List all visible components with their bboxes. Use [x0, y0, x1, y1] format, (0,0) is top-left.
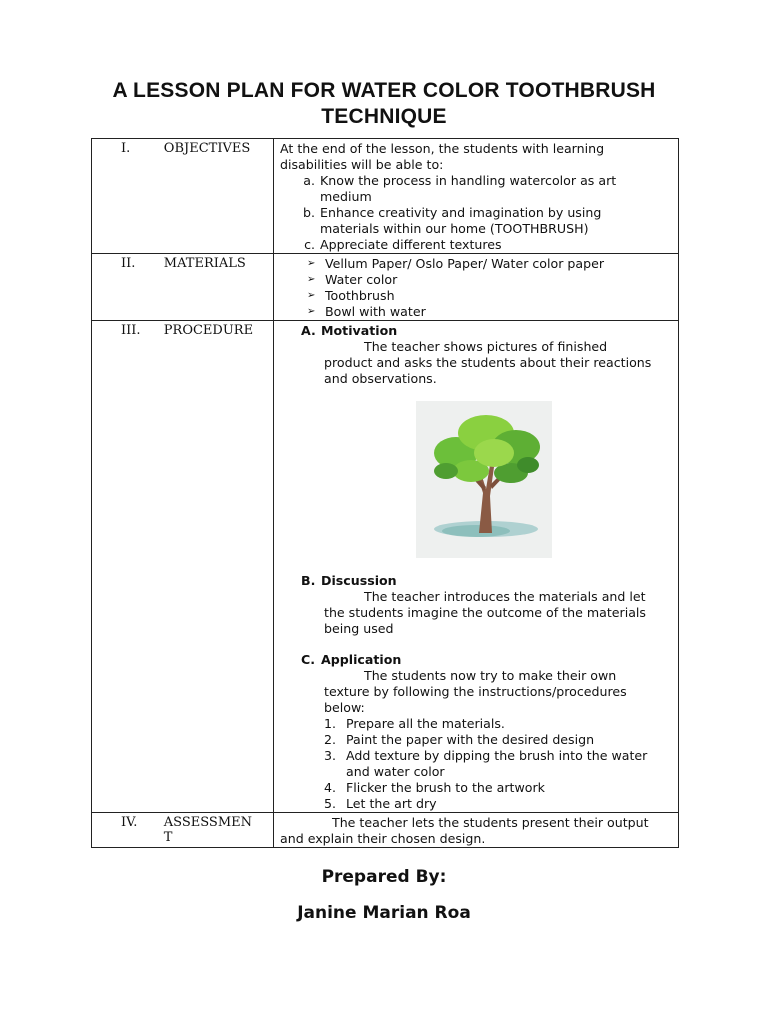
list-marker: 5.	[324, 796, 337, 811]
list-text: Appreciate different textures	[320, 237, 502, 252]
list-text: Bowl with water	[325, 304, 426, 319]
section-heading: Application	[321, 652, 402, 667]
list-text: Know the process in handling watercolor as art	[320, 173, 617, 188]
section-marker: B.	[301, 573, 316, 588]
list-marker: 3.	[324, 748, 337, 763]
table-row-materials	[92, 254, 679, 321]
row-number: IV.	[121, 815, 138, 830]
list-item	[324, 732, 674, 748]
paragraph-line: The students now try to make their own	[364, 668, 617, 683]
list-item	[324, 796, 674, 812]
arrow-bullet-icon: ➢	[307, 258, 316, 269]
row-label: OBJECTIVES	[163, 141, 251, 156]
list-text: Flicker the brush to the artwork	[346, 780, 545, 795]
list-item	[280, 272, 674, 288]
table-row-procedure	[92, 321, 679, 813]
list-text: Paint the paper with the desired design	[346, 732, 595, 747]
list-item	[324, 716, 674, 732]
section-heading: Motivation	[321, 323, 398, 338]
list-item	[280, 304, 674, 320]
list-text: Toothbrush	[325, 288, 395, 303]
row-label: ASSESSMEN	[163, 815, 253, 830]
list-item	[280, 205, 674, 237]
list-marker: 2.	[324, 732, 337, 747]
objectives-intro-line-1: At the end of the lesson, the students with learning	[280, 141, 605, 156]
list-item	[280, 173, 674, 205]
lesson-plan-table	[91, 138, 679, 848]
row-number: II.	[121, 256, 136, 271]
list-marker: c.	[304, 237, 315, 252]
paragraph-line: product and asks the students about their reactions	[324, 355, 652, 370]
section-discussion	[280, 573, 674, 589]
watercolor-tree-image	[416, 401, 552, 558]
list-item	[324, 748, 674, 780]
list-marker: 1.	[324, 716, 337, 731]
list-marker: b.	[303, 205, 315, 220]
section-marker: C.	[301, 652, 316, 667]
row-label: MATERIALS	[163, 256, 246, 271]
row-number: I.	[121, 141, 131, 156]
paragraph-line: the students imagine the outcome of the materials	[324, 605, 646, 620]
list-item	[280, 256, 674, 272]
list-item	[280, 288, 674, 304]
table-row-objectives	[92, 139, 679, 254]
paragraph-line: texture by following the instructions/procedures	[324, 684, 627, 699]
paragraph-line: and explain their chosen design.	[280, 831, 486, 846]
section-heading: Discussion	[321, 573, 397, 588]
row-label: T	[163, 830, 173, 845]
paragraph-line: The teacher shows pictures of finished	[364, 339, 608, 354]
document-title	[0, 78, 768, 130]
list-text: Add texture by dipping the brush into the water	[346, 748, 648, 763]
arrow-bullet-icon: ➢	[307, 306, 316, 317]
section-application	[280, 652, 674, 668]
paragraph-line: below:	[324, 700, 365, 715]
list-text: Let the art dry	[346, 796, 437, 811]
paragraph-line: being used	[324, 621, 394, 636]
list-text: Prepare all the materials.	[346, 716, 505, 731]
author-name: Janine Marian Roa	[297, 903, 471, 923]
list-text: Water color	[325, 272, 398, 287]
list-marker: 4.	[324, 780, 337, 795]
row-label: PROCEDURE	[163, 323, 254, 338]
section-marker: A.	[301, 323, 316, 338]
arrow-bullet-icon: ➢	[307, 274, 316, 285]
section-motivation	[280, 323, 674, 339]
paragraph-line: The teacher lets the students present their output	[332, 815, 649, 830]
table-row-assessment	[92, 813, 679, 848]
paragraph-line: The teacher introduces the materials and let	[364, 589, 646, 604]
arrow-bullet-icon: ➢	[307, 290, 316, 301]
prepared-by-label: Prepared By:	[321, 867, 447, 887]
list-marker: a.	[303, 173, 315, 188]
row-number: III.	[121, 323, 141, 338]
title-line-1: A LESSON PLAN FOR WATER COLOR TOOTHBRUSH	[112, 79, 656, 102]
list-item	[280, 237, 674, 253]
list-item	[324, 780, 674, 796]
title-line-2: TECHNIQUE	[321, 105, 447, 128]
list-text: Enhance creativity and imagination by using	[320, 205, 602, 220]
list-text: and water color	[346, 764, 445, 779]
list-text: materials within our home (TOOTHBRUSH)	[320, 221, 589, 236]
objectives-intro-line-2: disabilities will be able to:	[280, 157, 444, 172]
list-text: Vellum Paper/ Oslo Paper/ Water color paper	[325, 256, 605, 271]
paragraph-line: and observations.	[324, 371, 437, 386]
list-text: medium	[320, 189, 372, 204]
